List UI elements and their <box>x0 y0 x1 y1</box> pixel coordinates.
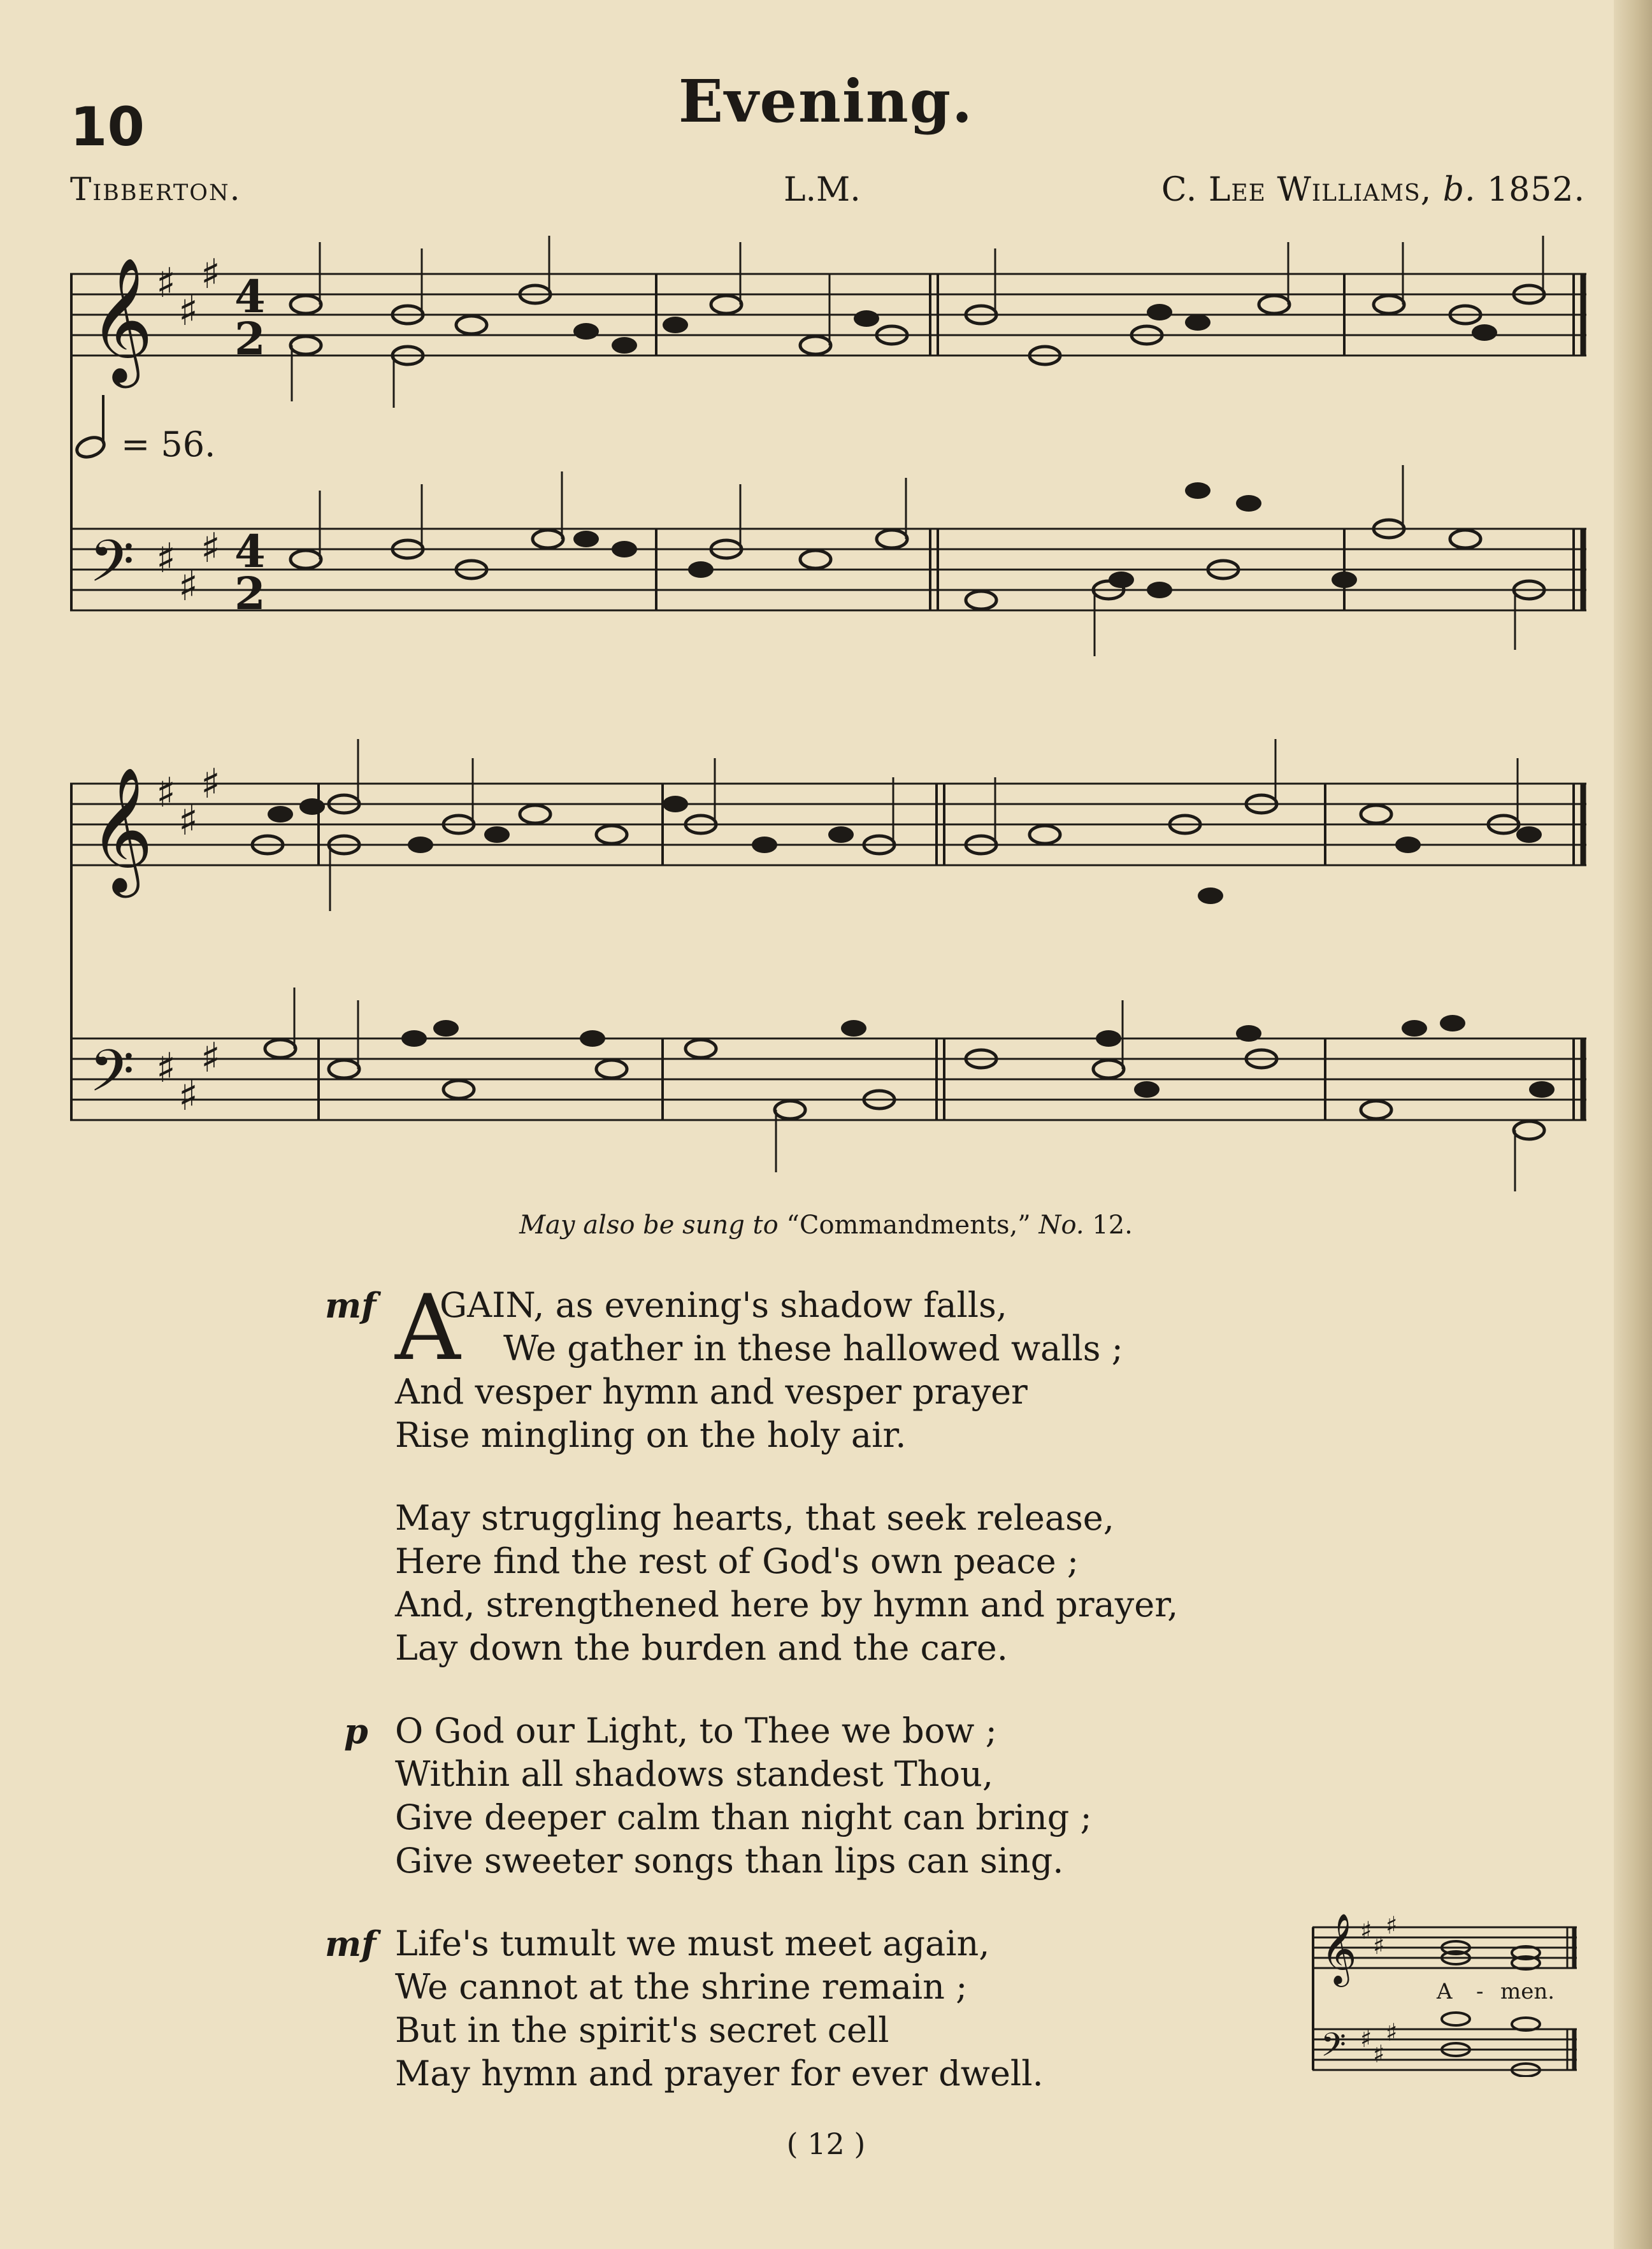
also-sung-tune: “Commandments,” <box>786 1211 1031 1240</box>
svg-text:4: 4 <box>234 270 266 323</box>
svg-text:2: 2 <box>234 567 266 620</box>
hymn-number: 10 <box>70 96 145 158</box>
verse-line: Give sweeter songs than lips can sing. <box>395 1841 1064 1881</box>
composer-year: 1852. <box>1487 171 1585 209</box>
notes-system-1 <box>291 285 1544 609</box>
amen-syllable-a: A <box>1437 1979 1453 2004</box>
svg-text:♯: ♯ <box>1386 1911 1398 1939</box>
treble-clef: 𝄞 <box>89 257 154 383</box>
composer-name: C. Lee Williams, <box>1161 171 1432 209</box>
svg-text:2: 2 <box>234 312 266 365</box>
bass-staff <box>70 529 1586 610</box>
verse-line: Within all shadows standest Thou, <box>395 1754 994 1794</box>
treble-clef: 𝄞 <box>1321 1913 1357 1984</box>
svg-text:♯: ♯ <box>201 1035 220 1082</box>
treble-staff <box>70 784 1586 865</box>
svg-text:♯: ♯ <box>1386 2018 1398 2046</box>
amen-score <box>1309 1902 1583 2077</box>
verse-line: Lay down the burden and the care. <box>395 1628 1008 1668</box>
svg-text:♯: ♯ <box>156 1045 176 1092</box>
composer-born: b. <box>1442 171 1476 209</box>
page-number: ( 12 ) <box>786 2127 866 2161</box>
score-system-1 <box>64 236 1593 694</box>
svg-text:♯: ♯ <box>1373 2040 1385 2068</box>
verse-line: We gather in these hallowed walls ; <box>503 1328 1123 1369</box>
key-signature <box>156 761 220 1120</box>
barlines <box>71 274 1583 610</box>
dynamic-mark: mf <box>325 1923 377 1964</box>
time-signature <box>234 270 266 620</box>
svg-text:♯: ♯ <box>178 563 198 610</box>
svg-text:♯: ♯ <box>201 251 220 298</box>
verses <box>325 1275 1179 2135</box>
verse-line: Life's tumult we must meet again, <box>395 1923 990 1964</box>
meter: L.M. <box>784 171 861 209</box>
tempo-marking <box>75 395 216 464</box>
treble-staff <box>70 274 1586 356</box>
verse-line: Here find the rest of God's own peace ; <box>395 1541 1079 1581</box>
bass-clef: 𝄢 <box>89 1037 134 1119</box>
stems-system-1 <box>292 236 1543 656</box>
filled-notes-system-2 <box>268 796 1555 1098</box>
tune-name: Tibberton. <box>70 171 241 208</box>
also-sung-suffix: No. <box>1038 1211 1084 1240</box>
verse-3 <box>344 1709 1178 1883</box>
verse-line: O God our Light, to Thee we bow ; <box>395 1711 997 1751</box>
verse-line: GAIN, as evening's shadow falls, <box>440 1285 1007 1325</box>
amen-syllable-men: men. <box>1500 1979 1555 2004</box>
verse-line: Rise mingling on the holy air. <box>395 1415 907 1455</box>
page-edge <box>1614 0 1652 2249</box>
verse-line: May hymn and prayer for ever dwell. <box>395 2053 1044 2094</box>
verse-line: And, strengthened here by hymn and prayer, <box>395 1584 1179 1625</box>
bass-clef: 𝄢 <box>89 528 134 609</box>
verse-line: May struggling hearts, that seek release, <box>395 1498 1114 1538</box>
svg-text:♯: ♯ <box>156 535 176 582</box>
dynamic-mark: p <box>344 1711 368 1751</box>
svg-text:♯: ♯ <box>156 260 176 307</box>
tempo-value: = 56. <box>121 424 216 464</box>
verse-4 <box>325 1922 1178 2095</box>
composer <box>1161 171 1585 209</box>
stems-system-2 <box>294 739 1518 1191</box>
verse-line: Give deeper calm than night can bring ; <box>395 1797 1092 1837</box>
svg-text:♯: ♯ <box>1373 1932 1385 1960</box>
svg-text:♯: ♯ <box>1360 2025 1372 2053</box>
svg-text:♯: ♯ <box>201 761 220 808</box>
verse-line: We cannot at the shrine remain ; <box>395 1967 968 2007</box>
svg-text:♯: ♯ <box>201 525 220 572</box>
hymn-title: Evening. <box>678 67 974 136</box>
svg-text:♯: ♯ <box>156 770 176 817</box>
dynamic-mark: mf <box>325 1285 377 1326</box>
verse-2 <box>395 1497 1178 1670</box>
also-sung-note <box>0 1211 1652 1240</box>
verse-line: And vesper hymn and vesper prayer <box>395 1372 1028 1412</box>
also-sung-number: 12. <box>1092 1211 1133 1240</box>
notes-system-2 <box>252 795 1544 1139</box>
svg-text:4: 4 <box>234 525 266 578</box>
verse-line: But in the spirit's secret cell <box>395 2010 889 2050</box>
drop-cap: A <box>395 1275 461 1381</box>
also-sung-prefix: May also be sung to <box>519 1211 779 1240</box>
bass-clef: 𝄢 <box>1321 2025 1346 2072</box>
treble-clef: 𝄞 <box>89 766 154 893</box>
bass-staff <box>70 1038 1586 1120</box>
svg-text:♯: ♯ <box>1360 1916 1372 1944</box>
verse-1 <box>325 1275 1178 1457</box>
svg-text:♯: ♯ <box>178 798 198 845</box>
score-system-2 <box>64 733 1593 1191</box>
svg-text:♯: ♯ <box>178 1073 198 1120</box>
amen-separator: - <box>1476 1979 1484 2004</box>
svg-text:♯: ♯ <box>178 288 198 335</box>
barlines <box>71 784 1583 1120</box>
